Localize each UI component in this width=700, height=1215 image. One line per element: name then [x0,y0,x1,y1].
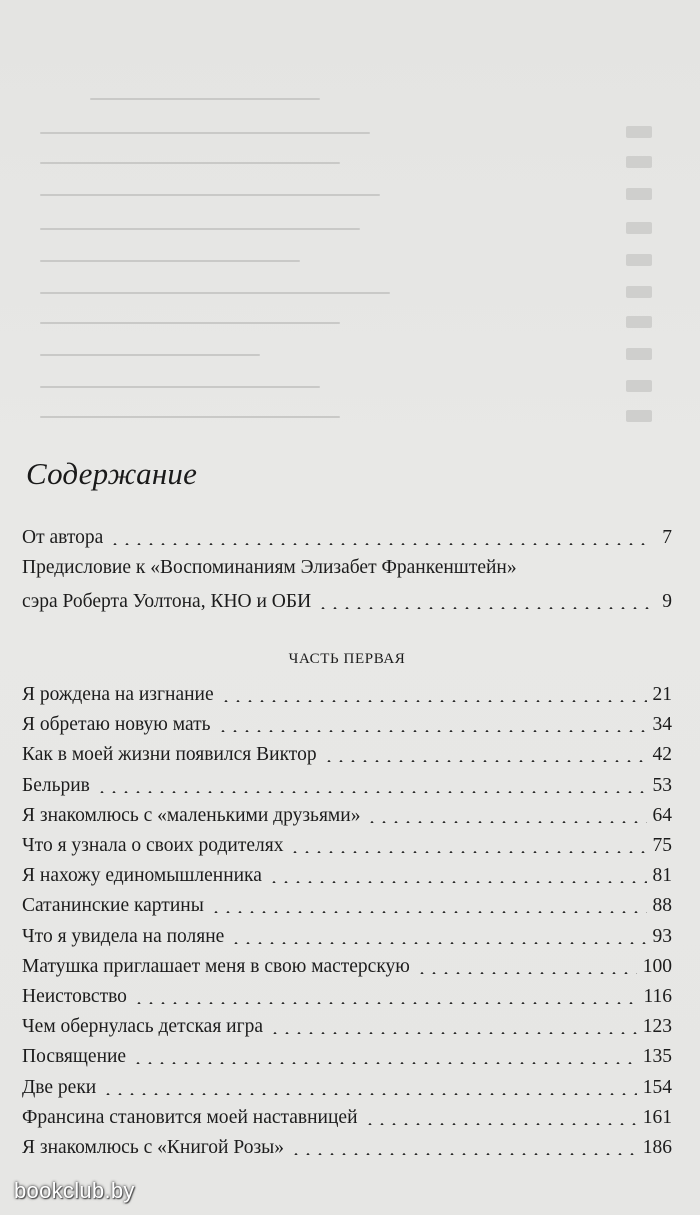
toc-entry-title: Я обретаю новую мать [22,714,211,736]
toc-entry-page: 42 [652,744,672,766]
toc-entry-title: Что я увидела на поляне [22,925,225,947]
toc-entry-title: Как в моей жизни появился Виктор [22,744,317,766]
toc-entry-page: 161 [642,1106,672,1128]
toc-entry-title: Я нахожу единомышленника [22,865,262,887]
dot-leader [269,1032,637,1034]
toc-entry-page: 154 [642,1076,672,1098]
toc-entry[interactable] [22,768,672,798]
dot-leader [317,607,652,609]
toc-entry[interactable] [22,677,672,707]
toc-entry-page: 53 [652,774,672,796]
dot-leader [268,881,647,883]
toc-entry[interactable] [22,1009,672,1039]
dot-leader [102,1093,637,1095]
toc-entry-title: Сатанинские картины [22,895,204,917]
toc-entry[interactable] [22,919,672,949]
toc-entry-page: 186 [642,1137,672,1158]
dot-leader [290,1153,637,1155]
toc-entry-page: 93 [652,925,672,947]
toc-entry[interactable] [22,798,672,828]
toc-entry-title: Неистовство [22,986,127,1007]
toc-entry[interactable] [22,1039,672,1069]
dot-leader [416,972,637,974]
toc-entry-title: Я знакомлюсь с «маленькими друзьями» [22,804,361,826]
toc-entry-page: 7 [662,527,672,548]
dot-leader [364,1123,637,1125]
toc-entry-page: 135 [642,1046,672,1068]
toc-entry[interactable] [22,1130,672,1160]
dot-leader [210,911,647,913]
dot-leader [220,700,647,702]
dot-leader [132,1062,637,1064]
dot-leader [217,730,647,732]
toc-entry[interactable] [22,737,672,767]
watermark: bookclub.by [14,1178,135,1203]
contents-heading: Содержание [26,456,198,491]
toc-entry-title: Я рождена на изгнание [22,684,214,705]
toc-entry-page: 75 [652,835,672,856]
toc-entry-page: 100 [642,955,672,977]
toc-entry-title: сэра Роберта Уолтона, КНО и ОБИ [22,591,312,612]
dot-leader [230,942,646,944]
toc-entry-page: 21 [652,684,672,705]
toc-entry[interactable] [22,1100,672,1130]
dot-leader [289,851,646,853]
toc-entry-page: 9 [662,591,672,612]
toc-entry-title: Я знакомлюсь с «Книгой Розы» [22,1137,284,1158]
part-one-heading: ЧАСТЬ ПЕРВАЯ [288,651,406,667]
toc-entry-title: Посвящение [22,1046,127,1068]
toc-entry[interactable] [22,828,672,858]
toc-entry-page: 34 [652,714,672,736]
toc-entry-title: Матушка приглашает меня в свою мастерскую [22,955,410,977]
toc-entry[interactable] [22,888,672,918]
dot-leader [96,791,647,793]
dot-leader [323,760,647,762]
toc-entry-page: 123 [642,1016,672,1038]
toc-entry[interactable] [22,949,672,979]
toc-entry-author[interactable] [22,520,672,550]
toc-entry-title: Франсина становится моей наставницей [22,1106,358,1128]
toc-entry-title: Чем обернулась детская игра [22,1016,264,1038]
toc-entry[interactable] [22,858,672,888]
toc-entry-page: 88 [652,895,672,917]
toc-entry-title: Две реки [22,1076,97,1098]
toc-entry[interactable] [22,1070,672,1100]
toc-entry-title: Бельрив [22,774,90,796]
toc-entry-page: 81 [652,865,672,887]
toc-entry[interactable] [22,707,672,737]
dot-leader [133,1002,638,1004]
toc-entry-preface-line1[interactable]: Предисловие к «Воспоминаниям Элизабет Франкенштейн» [22,557,517,578]
dot-leader [366,821,646,823]
toc-entry-title: От автора [22,527,104,548]
toc-entry[interactable] [22,979,672,1009]
toc-entry-preface[interactable] [22,584,672,614]
toc-entry-title: Что я узнала о своих родителях [22,835,284,856]
toc-entry-page: 64 [652,804,672,826]
toc-entry-page: 116 [643,986,672,1007]
dot-leader [109,543,652,545]
